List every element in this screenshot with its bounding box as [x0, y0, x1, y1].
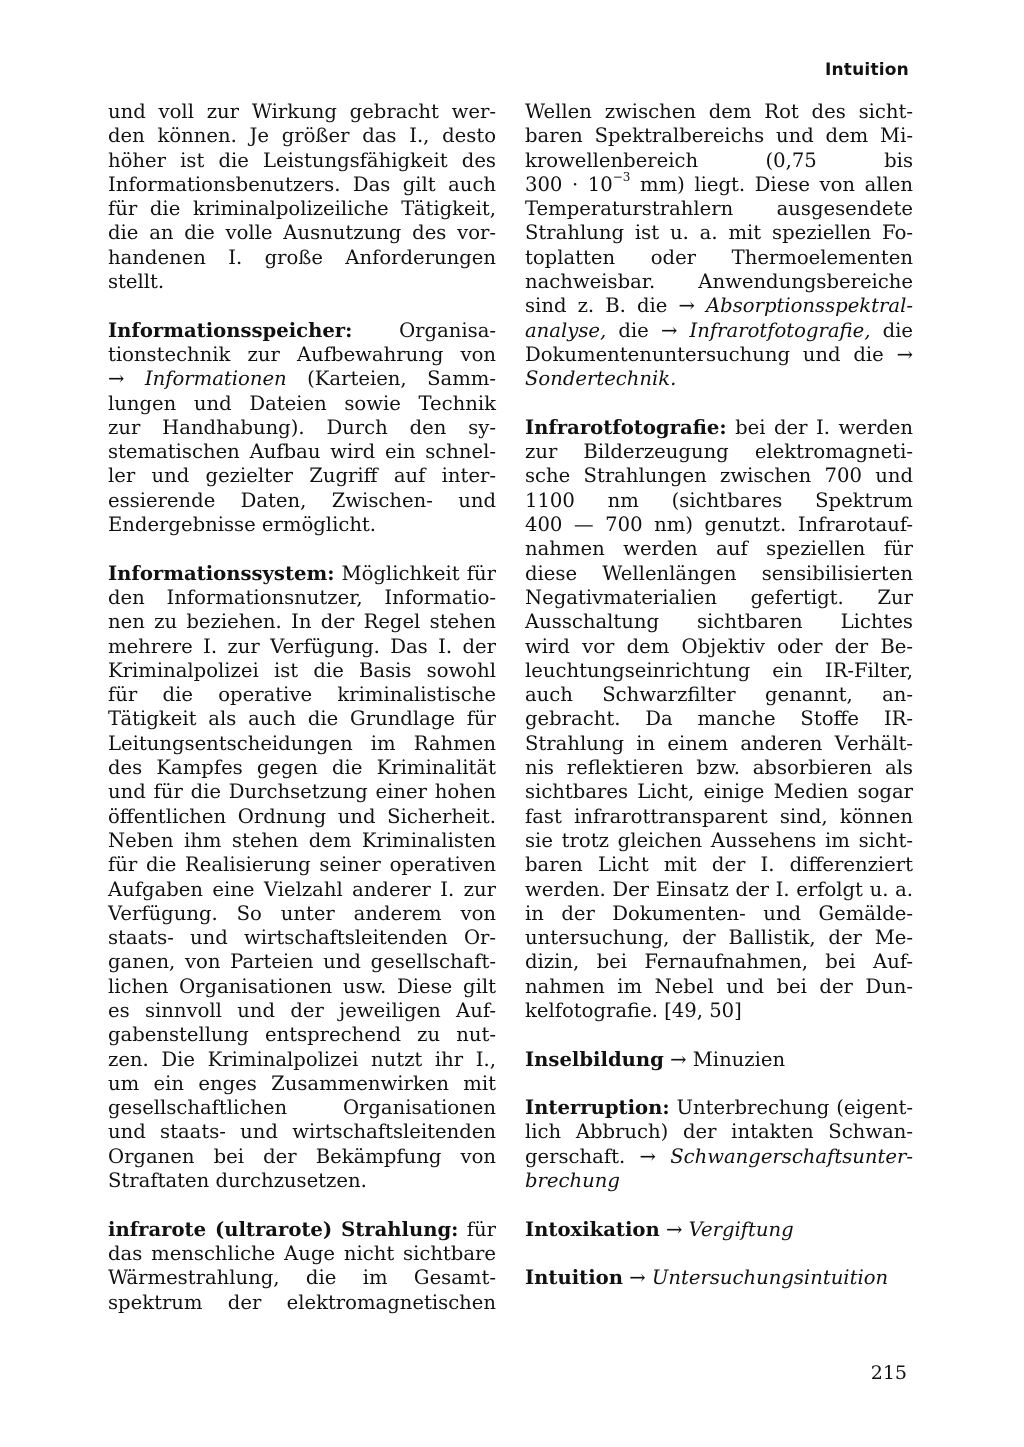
text-line: und staats- und wirtschaftsleitenden — [108, 1120, 496, 1144]
cross-reference: analyse, — [525, 318, 607, 342]
text-line: auch Schwarzfilter genannt, an- — [525, 683, 913, 707]
text-line: Tätigkeit als auch die Grundlage für — [108, 707, 496, 731]
text-fragment: sind z. B. die — [525, 294, 668, 318]
text-line: lich Abbruch) der intakten Schwan- — [525, 1120, 913, 1144]
text-line: für die Realisierung seiner operativen — [108, 853, 496, 877]
text-line: nahmen im Nebel und bei der Dun- — [525, 974, 913, 998]
text-fragment: mm) liegt. Diese von allen — [630, 172, 914, 196]
text-line: öffentlichen Ordnung und Sicherheit. — [108, 804, 496, 828]
entry-term: infrarote (ultrarote) Strahlung: — [108, 1217, 459, 1241]
right-column — [525, 100, 913, 1291]
running-head: Intuition — [824, 60, 909, 80]
arrow-icon: → — [896, 342, 913, 366]
text-line: dizin, bei Fernaufnahmen, bei Auf- — [525, 950, 913, 974]
text-line: Negativmaterialien gefertigt. Zur — [525, 585, 913, 609]
text-fragment: für — [466, 1217, 496, 1241]
arrow-icon: → — [665, 1217, 683, 1241]
text-line: wird vor dem Objektiv oder der Be- — [525, 634, 913, 658]
text-line: Informationsbenutzers. Das gilt auch — [108, 172, 496, 196]
text-line: um ein enges Zusammenwirken mit — [108, 1071, 496, 1095]
text-line: zur Handhabung). Durch den sy- — [108, 415, 496, 439]
text-fragment: die — [882, 318, 914, 342]
entry-interruption — [525, 1096, 913, 1193]
text-line: Organen bei der Bekämpfung von — [108, 1144, 496, 1168]
left-column — [108, 100, 496, 1315]
text-line: 1100 nm (sichtbares Spektrum — [525, 488, 913, 512]
entry-informationsspeicher — [108, 319, 496, 538]
text-line: Straftaten durchzusetzen. — [108, 1169, 367, 1193]
text-fragment: (Karteien, Samm- — [307, 367, 496, 391]
text-line: kelfotografie. [49, 50] — [525, 998, 742, 1022]
entry-informationssystem — [108, 562, 496, 1194]
text-line: baren Licht mit der I. differenziert — [525, 853, 913, 877]
text-line: nachweisbar. Anwendungsbereiche — [525, 270, 913, 294]
cross-reference: Untersuchungsintuition — [651, 1266, 889, 1290]
text-line: mehrere I. zur Verfügung. Das I. der — [108, 634, 496, 658]
arrow-icon: → — [629, 1266, 646, 1290]
entry-inselbildung — [525, 1048, 913, 1072]
text-line: Kriminalpolizei ist die Basis sowohl — [108, 658, 496, 682]
text-fragment: 300 · 10 — [525, 172, 613, 196]
cross-reference: Schwangerschaftsunter- — [670, 1144, 913, 1168]
entry-term: Inselbildung — [525, 1047, 664, 1071]
text-line: handenen I. große Anforderungen — [108, 245, 496, 269]
text-line: Ausschaltung sichtbaren Lichtes — [525, 610, 913, 634]
text-line: leuchtungseinrichtung ein IR-Filter, — [525, 658, 913, 682]
paragraph-continuation — [108, 100, 496, 294]
text-line: den können. Je größer das I., desto — [108, 124, 496, 148]
text-line: tionstechnik zur Aufbewahrung von — [108, 342, 496, 366]
text-line: sie trotz gleichen Aussehens im sicht- — [525, 828, 913, 852]
entry-intoxikation — [525, 1218, 913, 1242]
paragraph-continuation — [525, 100, 913, 392]
text-line: krowellenbereich (0,75 bis — [525, 148, 913, 172]
text-line: für die kriminalpolizeiliche Tätigkeit, — [108, 197, 496, 221]
text-line: des Kampfes gegen die Kriminalität — [108, 756, 496, 780]
text-line: die an die volle Ausnutzung des vor- — [108, 221, 496, 245]
cross-reference: Informationen — [144, 367, 287, 391]
text-line: höher ist die Leistungsfähigkeit des — [108, 148, 496, 172]
text-line: lichen Organisationen usw. Diese gilt — [108, 974, 496, 998]
text-line: untersuchung, der Ballistik, der Me- — [525, 926, 913, 950]
text-line: nis reflektieren bzw. absorbieren als — [525, 756, 913, 780]
text-line: werden. Der Einsatz der I. erfolgt u. a. — [525, 877, 913, 901]
cross-reference: Minuzien — [692, 1047, 786, 1071]
arrow-icon: → — [670, 1047, 687, 1071]
text-fragment: bei der I. werden — [735, 415, 913, 439]
text-line: es sinnvoll und der jeweiligen Auf- — [108, 998, 496, 1022]
cross-reference: Infrarotfotografie, — [689, 318, 871, 342]
text-fragment: Organisa- — [399, 318, 496, 342]
text-line: nahmen werden auf speziellen für — [525, 537, 913, 561]
text-line: diese Wellenlängen sensibilisierten — [525, 561, 913, 585]
text-fragment: Unterbrechung (eigent- — [676, 1096, 913, 1120]
text-line: den Informationsnutzer, Informatio- — [108, 585, 496, 609]
text-line: Strahlung ist u. a. mit speziellen Fo- — [525, 221, 913, 245]
text-line: und für die Durchsetzung einer hohen — [108, 780, 496, 804]
text-line: Neben ihm stehen dem Kriminalisten — [108, 828, 496, 852]
text-line: ganen, von Parteien und gesellschaft- — [108, 950, 496, 974]
text-line: Endergebnisse ermöglicht. — [108, 513, 377, 537]
text-line: stematischen Aufbau wird ein schnel- — [108, 440, 496, 464]
exponent: −3 — [612, 170, 631, 185]
arrow-icon: → — [660, 318, 678, 342]
text-line: für die operative kriminalistische — [108, 683, 496, 707]
text-line: zen. Die Kriminalpolizei nutzt ihr I., — [108, 1047, 496, 1071]
text-line: fast infrarottransparent sind, können — [525, 804, 913, 828]
text-line: gebracht. Da manche Stoffe IR- — [525, 707, 913, 731]
cross-reference: Vergiftung — [688, 1217, 794, 1241]
entry-term: Informationsspeicher: — [108, 318, 353, 342]
text-line: zur Bilderzeugung elektromagneti- — [525, 440, 913, 464]
text-line: das menschliche Auge nicht sichtbare — [108, 1241, 496, 1265]
text-line: Wärmestrahlung, die im Gesamt- — [108, 1266, 496, 1290]
text-line: toplatten oder Thermoelementen — [525, 245, 913, 269]
text-line: Temperaturstrahlern ausgesendete — [525, 197, 913, 221]
arrow-icon: → — [108, 367, 125, 391]
text-line: baren Spektralbereichs und dem Mi- — [525, 124, 913, 148]
text-line: stellt. — [108, 270, 165, 294]
text-line: nen zu beziehen. In der Regel stehen — [108, 610, 496, 634]
entry-term: Intoxikation — [525, 1217, 660, 1241]
text-line: spektrum der elektromagnetischen — [108, 1290, 496, 1314]
text-fragment: gerschaft. — [525, 1144, 626, 1168]
text-line: in der Dokumenten- und Gemälde- — [525, 901, 913, 925]
entry-term: Interruption: — [525, 1096, 670, 1120]
text-fragment: die — [618, 318, 649, 342]
text-line: gabenstellung entsprechend zu nut- — [108, 1023, 496, 1047]
entry-term: Informationssystem: — [108, 561, 335, 585]
entry-infrarotfotografie — [525, 416, 913, 1023]
text-line: Verfügung. So unter anderem von — [108, 901, 496, 925]
entry-term: Infrarotfotografie: — [525, 415, 727, 439]
text-line: Aufgaben eine Vielzahl anderer I. zur — [108, 877, 496, 901]
text-line: ler und gezielter Zugriff auf inter- — [108, 464, 496, 488]
text-fragment: Dokumentenuntersuchung und die — [525, 342, 884, 366]
arrow-icon: → — [678, 294, 695, 318]
cross-reference: Absorptionsspektral- — [706, 294, 913, 318]
text-line: staats- und wirtschaftsleitenden Or- — [108, 926, 496, 950]
text-line: Leitungsentscheidungen im Rahmen — [108, 731, 496, 755]
text-line: 400 — 700 nm) genutzt. Infrarotauf- — [525, 513, 913, 537]
text-line: sichtbares Licht, einige Medien sogar — [525, 780, 913, 804]
entry-intuition — [525, 1266, 913, 1290]
text-line: lungen und Dateien sowie Technik — [108, 391, 496, 415]
arrow-icon: → — [639, 1144, 656, 1168]
text-fragment: Möglichkeit für — [341, 561, 496, 585]
entry-infrarote-strahlung — [108, 1218, 496, 1315]
text-line: essierende Daten, Zwischen- und — [108, 488, 496, 512]
text-line: und voll zur Wirkung gebracht wer- — [108, 100, 496, 123]
text-line: Strahlung in einem anderen Verhält- — [525, 731, 913, 755]
text-line: sche Strahlungen zwischen 700 und — [525, 464, 913, 488]
page-number: 215 — [870, 1362, 907, 1384]
cross-reference: brechung — [525, 1169, 620, 1193]
entry-term: Intuition — [525, 1266, 623, 1290]
cross-reference: Sondertechnik. — [525, 367, 677, 391]
text-line: gesellschaftlichen Organisationen — [108, 1096, 496, 1120]
text-line: Wellen zwischen dem Rot des sicht- — [525, 100, 913, 123]
